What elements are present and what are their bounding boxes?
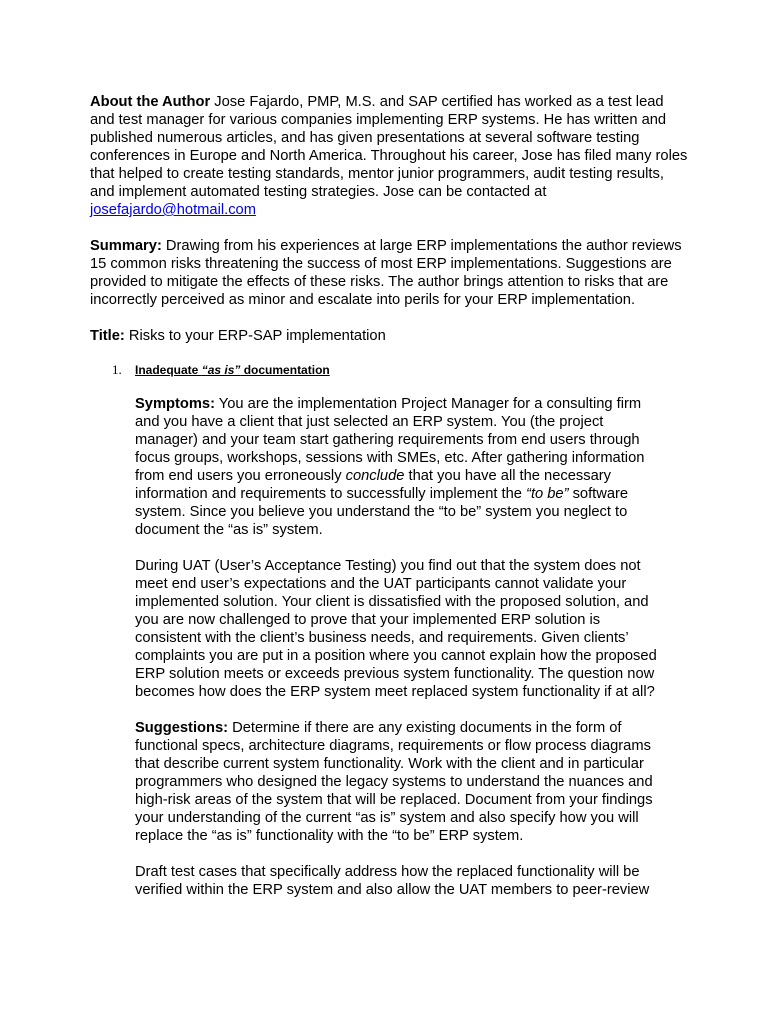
suggestions-text: Determine if there are any existing documents in the form of functional specs, architecture diagrams, requirements or flow process diagrams that describe current system functionality. Work with the client and in particular programmers who designed the legacy systems to understand the nuances and high-risk areas of the system that will be replaced. Document from your findings your understanding of the current “as is” system and also specify how you will replace the “as is” functionality with the “to be” ERP system.: [135, 720, 653, 844]
heading-pre: Inadequate: [135, 363, 202, 377]
symptoms-text-a: You are the implementation Project Manager for a consulting firm and you have a client that just selected an ERP system. You (the project manager) and your team start gathering requirements from end users through focus groups, workshops, sessions with SMEs, etc. After gathering information from end users you erroneously: [135, 396, 645, 484]
suggestions-paragraph: [135, 719, 665, 845]
symptoms-text-b: that you have all the necessary information and requirements to successfully implement the: [135, 468, 611, 502]
list-item-heading: [135, 361, 690, 379]
summary-paragraph: [90, 237, 690, 309]
title-label: Title:: [90, 328, 125, 344]
author-email-link[interactable]: josefajardo@hotmail.com: [90, 202, 256, 218]
heading-emphasis: “as is”: [201, 363, 241, 377]
heading-post: documentation: [240, 363, 330, 377]
summary-label: Summary:: [90, 238, 162, 254]
list-item-1: [90, 361, 690, 899]
about-author-label: About the Author: [90, 94, 211, 110]
summary-text: Drawing from his experiences at large ERP implementations the author reviews 15 common risks threatening the success of most ERP implementations. Suggestions are provided to mitigate the effects of these risks. The author brings attention to risks that are incorrectly perceived as minor and escalate into perils for your ERP implementation.: [90, 238, 682, 308]
symptoms-paragraph: [135, 395, 665, 539]
symptoms-emphasis-to-be: “to be”: [526, 486, 569, 502]
suggestions-label: Suggestions:: [135, 720, 229, 736]
symptoms-text-c: software system. Since you believe you understand the “to be” system you neglect to document the “as is” system.: [135, 486, 629, 538]
title-text: Risks to your ERP-SAP implementation: [124, 328, 386, 344]
uat-paragraph: During UAT (User’s Acceptance Testing) you find out that the system does not meet end user’s expectations and the UAT participants cannot validate your implemented solution. Your client is dissatisfied with the proposed solution, and you are now challenged to prove that your implemented ERP solution is consistent with the client’s business needs, and requirements. Given clients’ complaints you are put in a position where you cannot explain how the proposed ERP solution meets or exceeds previous system functionality. The question now becomes how does the ERP system meet replaced system functionality if at all?: [135, 558, 657, 700]
draft-test-cases-paragraph: Draft test cases that specifically address how the replaced functionality will be verified within the ERP system and also allow the UAT members to peer-review: [135, 864, 650, 898]
about-author-text: Jose Fajardo, PMP, M.S. and SAP certified has worked as a test lead and test manager for various companies implementing ERP systems. He has written and published numerous articles, and has given presentations at several software testing conferences in Europe and North America. Throughout his career, Jose has filed many roles that helped to create testing standards, mentor junior programmers, audit testing results, and implement automated testing strategies. Jose can be contacted at: [90, 94, 688, 200]
document-page: [90, 93, 690, 899]
symptoms-label: Symptoms:: [135, 396, 215, 412]
about-author-paragraph: [90, 93, 690, 219]
title-paragraph: [90, 327, 690, 345]
symptoms-emphasis-conclude: conclude: [345, 468, 405, 484]
list-item-number: 1.: [112, 362, 122, 377]
